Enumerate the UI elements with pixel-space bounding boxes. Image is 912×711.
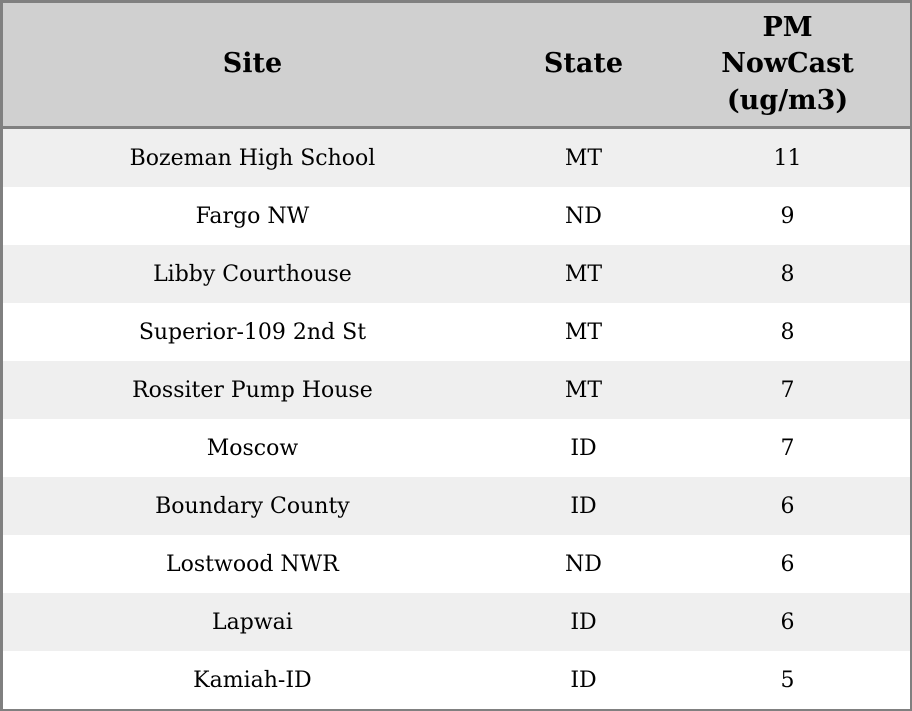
state-cell: ID xyxy=(570,435,597,461)
pm-nowcast-cell: 5 xyxy=(780,667,795,693)
table-row xyxy=(3,245,910,303)
table-row xyxy=(3,477,910,535)
site-cell: Bozeman High School xyxy=(129,145,376,171)
header-row xyxy=(3,3,910,128)
pm-nowcast-cell: 8 xyxy=(780,319,795,345)
table-row xyxy=(3,187,910,245)
table-row xyxy=(3,651,910,709)
state-cell: ID xyxy=(570,667,597,693)
site-cell: Moscow xyxy=(206,435,299,461)
state-cell: MT xyxy=(564,261,603,287)
pm-nowcast-cell: 6 xyxy=(780,609,795,635)
column-header-state-label: State xyxy=(543,48,624,80)
pm-nowcast-cell: 11 xyxy=(773,145,802,171)
pm-nowcast-cell: 8 xyxy=(780,261,795,287)
pm-nowcast-cell: 6 xyxy=(780,493,795,519)
table-body xyxy=(3,128,910,710)
column-header-pm-nowcast xyxy=(665,3,910,128)
state-cell: ND xyxy=(565,551,602,577)
state-cell: ID xyxy=(570,493,597,519)
state-cell: MT xyxy=(564,377,603,403)
state-cell: MT xyxy=(564,145,603,171)
table-row xyxy=(3,361,910,419)
column-header-site-label: Site xyxy=(222,48,283,80)
site-cell: Lostwood NWR xyxy=(166,551,339,577)
table-row xyxy=(3,303,910,361)
column-header-state xyxy=(502,3,665,128)
column-header-pm-nowcast-label: PM NowCast (ug/m3) xyxy=(721,11,854,116)
site-cell: Superior-109 2nd St xyxy=(138,319,367,345)
pm-nowcast-cell: 7 xyxy=(780,377,795,403)
state-cell: ID xyxy=(570,609,597,635)
state-cell: MT xyxy=(564,319,603,345)
table-row xyxy=(3,535,910,593)
site-cell: Boundary County xyxy=(155,493,350,519)
pm-nowcast-cell: 6 xyxy=(780,551,795,577)
column-header-site xyxy=(3,3,502,128)
table-row xyxy=(3,593,910,651)
site-cell: Kamiah-ID xyxy=(193,667,312,693)
table-header xyxy=(3,3,910,128)
site-cell: Fargo NW xyxy=(195,203,310,229)
table-row xyxy=(3,419,910,477)
site-cell: Libby Courthouse xyxy=(153,261,352,287)
table-row xyxy=(3,128,910,188)
pm-nowcast-cell: 9 xyxy=(780,203,795,229)
pm-nowcast-cell: 7 xyxy=(780,435,795,461)
site-cell: Rossiter Pump House xyxy=(132,377,373,403)
site-cell: Lapwai xyxy=(212,609,293,635)
state-cell: ND xyxy=(565,203,602,229)
data-table xyxy=(3,3,910,709)
